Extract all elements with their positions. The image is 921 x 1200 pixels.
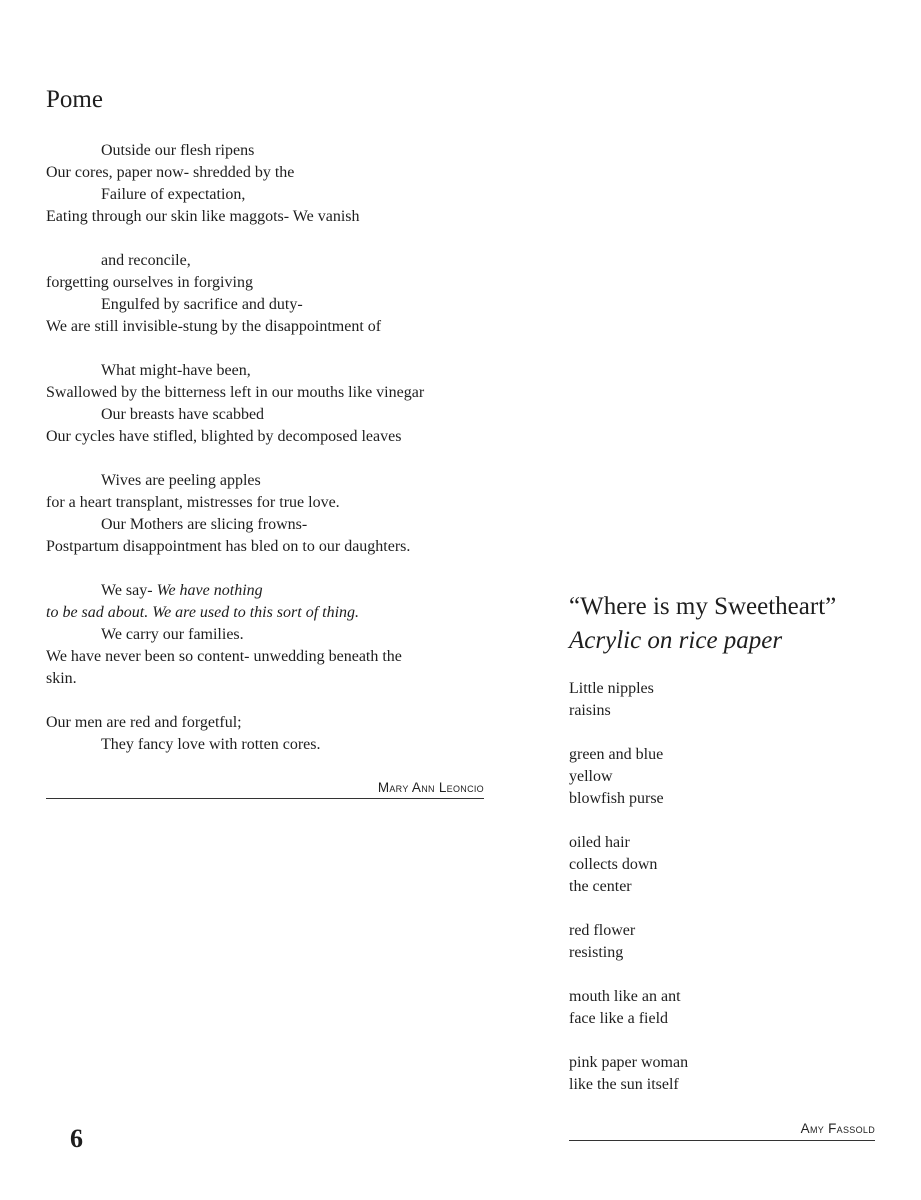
- line-text: and reconcile,: [101, 252, 191, 269]
- poem-title: Pome: [46, 86, 103, 113]
- stanza: [46, 580, 506, 690]
- line-italic-text: to be sad about. We are used to this sort of thing.: [46, 604, 360, 621]
- line-text: Our men are red and forgetful;: [46, 714, 242, 731]
- line-text: Failure of expectation,: [101, 186, 246, 203]
- line-text: We carry our families.: [101, 626, 244, 643]
- poem-pome: [46, 84, 506, 778]
- poem-line: [46, 162, 506, 184]
- poem-line: like the sun itself: [569, 1076, 679, 1093]
- poem-line: [46, 646, 506, 668]
- stanza: [569, 678, 889, 722]
- line-text: for a heart transplant, mistresses for true love.: [46, 494, 340, 511]
- line-text: skin.: [46, 670, 77, 687]
- poem-line: [46, 712, 506, 734]
- poem-line: [46, 360, 506, 382]
- poem-line: [46, 426, 506, 448]
- line-text: Outside our flesh ripens: [101, 142, 255, 159]
- poem-line: [46, 624, 506, 646]
- poem-line: red flower: [569, 922, 636, 939]
- divider-rule: [569, 1140, 875, 1141]
- line-text: Our cores, paper now- shredded by the: [46, 164, 295, 181]
- line-text: We say-: [101, 582, 157, 599]
- poem-line: yellow: [569, 768, 613, 785]
- poem-line: resisting: [569, 944, 624, 961]
- poem-line: [46, 536, 506, 558]
- line-text: forgetting ourselves in forgiving: [46, 274, 253, 291]
- line-italic-text: We have nothing: [156, 582, 263, 599]
- stanza: [46, 250, 506, 338]
- poem-line: [46, 272, 506, 294]
- stanza: [569, 1052, 889, 1096]
- poem-subtitle: Acrylic on rice paper: [569, 627, 783, 654]
- poem-line: [46, 316, 506, 338]
- line-text: Our cycles have stifled, blighted by decomposed leaves: [46, 428, 402, 445]
- poem-line: [46, 184, 506, 206]
- poem-line: the center: [569, 878, 632, 895]
- poem-line: Little nipples: [569, 680, 654, 697]
- poem-body: [46, 140, 506, 756]
- line-text: Our Mothers are slicing frowns-: [101, 516, 308, 533]
- poem-line: collects down: [569, 856, 658, 873]
- poem-line: pink paper woman: [569, 1054, 689, 1071]
- line-text: We have never been so content- unwedding beneath the: [46, 648, 402, 665]
- poem-line: [46, 294, 506, 316]
- author-byline: Mary Ann Leoncio: [377, 780, 484, 795]
- author-byline: Amy Fassold: [800, 1121, 875, 1136]
- poem-line: [46, 580, 506, 602]
- poem-line: blowfish purse: [569, 790, 664, 807]
- divider-rule: [46, 798, 484, 799]
- stanza: [46, 470, 506, 558]
- poem-line: [46, 602, 506, 624]
- stanza: [46, 360, 506, 448]
- stanza: [569, 744, 889, 810]
- stanza: [569, 986, 889, 1030]
- line-text: Engulfed by sacrifice and duty-: [101, 296, 303, 313]
- poem-line: green and blue: [569, 746, 664, 763]
- stanza: [46, 140, 506, 228]
- line-text: They fancy love with rotten cores.: [101, 736, 321, 753]
- poem-body: [569, 678, 889, 1096]
- poem-line: [46, 470, 506, 492]
- poem-line: [46, 140, 506, 162]
- stanza: [46, 712, 506, 756]
- line-text: Postpartum disappointment has bled on to our daughters.: [46, 538, 411, 555]
- poem-line: [46, 668, 506, 690]
- poem-line: [46, 382, 506, 404]
- line-text: What might-have been,: [101, 362, 251, 379]
- page-number: 6: [70, 1124, 83, 1153]
- stanza: [569, 832, 889, 898]
- poem-line: [46, 734, 506, 756]
- poem-line: raisins: [569, 702, 611, 719]
- poem-line: face like a field: [569, 1010, 669, 1027]
- poem-line: [46, 492, 506, 514]
- line-text: Our breasts have scabbed: [101, 406, 265, 423]
- poem-line: mouth like an ant: [569, 988, 681, 1005]
- line-text: Eating through our skin like maggots- We vanish: [46, 208, 360, 225]
- poem-line: [46, 250, 506, 272]
- poem-line: [46, 206, 506, 228]
- poem-line: oiled hair: [569, 834, 630, 851]
- line-text: Swallowed by the bitterness left in our mouths like vinegar: [46, 384, 425, 401]
- stanza: [569, 920, 889, 964]
- line-text: Wives are peeling apples: [101, 472, 261, 489]
- poem-line: [46, 404, 506, 426]
- line-text: We are still invisible-stung by the disappointment of: [46, 318, 382, 335]
- poem-where-is-my-sweetheart: [569, 592, 889, 1118]
- poem-line: [46, 514, 506, 536]
- poem-title: “Where is my Sweetheart”: [569, 593, 837, 620]
